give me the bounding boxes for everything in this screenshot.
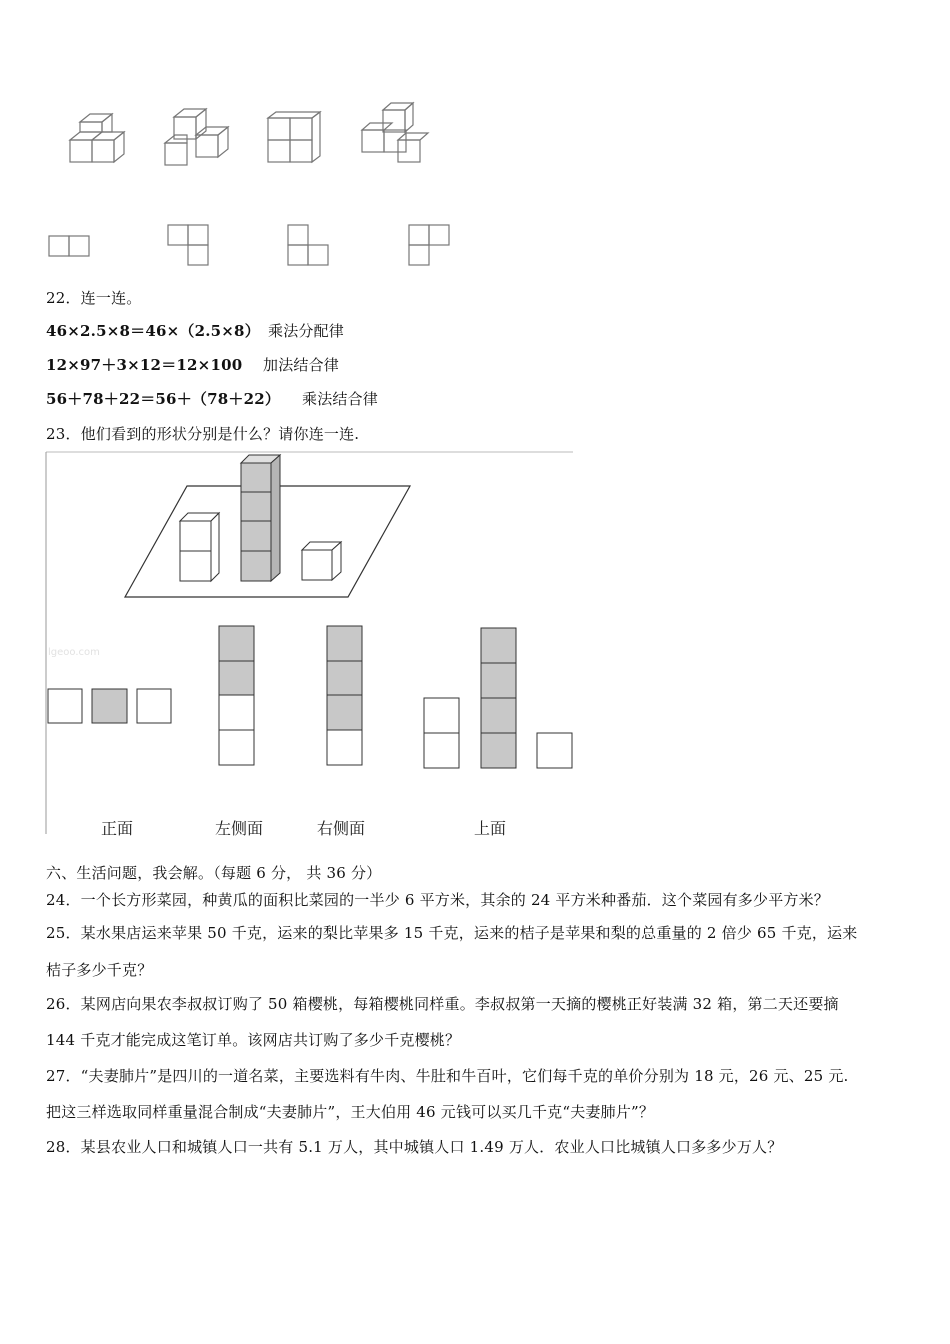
q22-equation-2: 12×97＋3×12＝12×100 (46, 356, 243, 374)
cube-figure-3 (268, 112, 320, 162)
q22-equation-1: 46×2.5×8＝46×（2.5×8） (46, 322, 260, 340)
view-label-top: 上面 (474, 819, 507, 838)
left-cube-stack (180, 513, 219, 581)
cube-figure-1 (70, 114, 124, 162)
view-label-front: 正面 (101, 819, 134, 838)
q22-law-1: 乘法分配律 (268, 322, 345, 340)
cube-figure-4 (362, 103, 428, 162)
right-cube (302, 542, 341, 580)
q22-law-3: 乘法结合律 (302, 390, 379, 408)
q23-title: 23．他们看到的形状分别是什么？请你连一连. (46, 425, 360, 443)
view-top-arrangement (424, 628, 572, 768)
problem-25-line-1: 25．某水果店运来苹果 50 千克，运来的梨比苹果多 15 千克，运来的桔子是苹果和梨的总重量的 2 倍少 65 千克，运来 (46, 924, 858, 942)
q23-figure (0, 440, 950, 860)
problem-26-line-1: 26．某网店向果农李叔叔订购了 50 箱樱桃，每箱樱桃同样重。李叔叔第一天摘的樱桃正好装满 32 箱，第二天还要摘 (46, 995, 839, 1013)
plan-shape-2 (168, 225, 208, 265)
q22-title: 22．连一连。 (46, 289, 142, 307)
cube-figure-2 (165, 109, 228, 165)
q22-law-2: 加法结合律 (263, 356, 340, 374)
view-label-left-side: 左侧面 (215, 819, 264, 838)
problem-28: 28．某县农业人口和城镇人口一共有 5.1 万人，其中城镇人口 1.49 万人．农业人口比城镇人口多多少万人？ (46, 1138, 783, 1156)
view-label-right-side: 右侧面 (317, 819, 366, 838)
view-left-side-column (219, 626, 254, 765)
problem-24: 24．一个长方形菜园，种黄瓜的面积比菜园的一半少 6 平方米，其余的 24 平方米种番茄．这个菜园有多少平方米？ (46, 891, 829, 909)
problem-25-line-2: 桔子多少千克？ (46, 961, 153, 979)
problem-26-line-2: 144 千克才能完成这笔订单。该网店共订购了多少千克樱桃？ (46, 1031, 461, 1049)
middle-cube-stack (241, 455, 280, 581)
plan-shape-4 (409, 225, 449, 265)
section6-title: 六、生活问题，我会解。（每题 6 分， 共 36 分） (46, 864, 382, 882)
view-right-side-column (327, 626, 362, 765)
plan-shape-3 (288, 225, 328, 265)
problem-27-line-2: 把这三样选取同样重量混合制成“夫妻肺片”，王大伯用 46 元钱可以买几千克“夫妻肺片”？ (46, 1103, 655, 1121)
problem-27-line-1: 27．“夫妻肺片”是四川的一道名菜，主要选料有牛肉、牛肚和牛百叶，它们每千克的单价分别为 18 元，26 元、25 元. (46, 1067, 849, 1085)
watermark: lgeoo.com (48, 647, 100, 658)
q21-cube-figures (0, 0, 950, 280)
q22-equation-3: 56＋78＋22＝56＋（78＋22） (46, 390, 281, 408)
view-front-squares (48, 689, 171, 723)
plan-shape-1 (49, 236, 89, 256)
